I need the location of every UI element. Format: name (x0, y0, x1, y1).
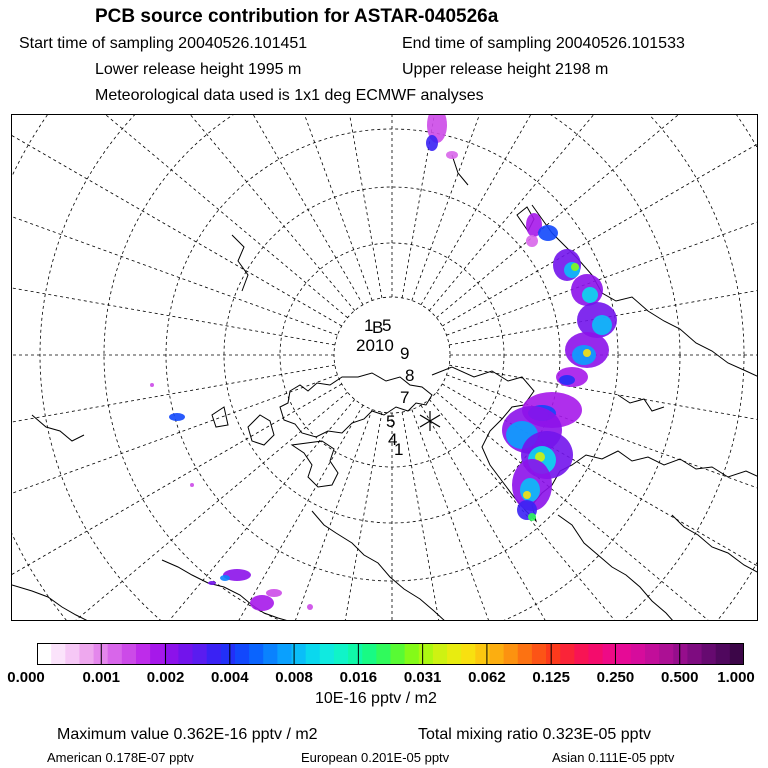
american-contribution-label: American 0.178E-07 pptv (47, 750, 194, 765)
colorbar-tick-label: 0.031 (403, 669, 442, 686)
plume-blob (190, 483, 194, 487)
start-time-label: Start time of sampling 20040526.101451 (19, 35, 308, 52)
latitude-circle (224, 187, 560, 523)
coastlines (12, 155, 758, 621)
colorbar-swatch (574, 643, 589, 665)
plume-blob (208, 581, 216, 585)
meridian-line (421, 405, 758, 621)
colorbar-tick-label: 0.008 (275, 669, 313, 686)
asian-contribution-label: Asian 0.111E-05 pptv (552, 750, 675, 765)
colorbar-tick-label: 0.000 (7, 669, 45, 686)
colorbar-swatch (249, 643, 264, 665)
upper-release-height-label: Upper release height 2198 m (402, 61, 609, 78)
colorbar-swatch (645, 643, 660, 665)
colorbar-swatch (461, 643, 476, 665)
total-mixing-ratio-label: Total mixing ratio 0.323E-05 pptv (418, 726, 652, 743)
colorbar-tick-label: 1.000 (717, 669, 755, 686)
plume-blob (307, 604, 313, 610)
colorbar-swatch (532, 643, 547, 665)
meridian-line (236, 115, 382, 298)
colorbar-swatch (518, 643, 533, 665)
latitude-circle (334, 297, 450, 413)
meridian-line (442, 384, 758, 621)
colorbar-swatch (376, 643, 391, 665)
pole-label: 4 (388, 430, 398, 449)
plume-blob (583, 349, 591, 357)
plume-blob (266, 589, 282, 597)
colorbar-swatch (730, 643, 744, 665)
graticule (12, 115, 758, 621)
colorbar-swatch (263, 643, 278, 665)
colorbar-swatch (504, 643, 519, 665)
colorbar-swatch (419, 643, 434, 665)
colorbar-swatch (687, 643, 702, 665)
meridian-line (12, 375, 337, 621)
meridian-line (429, 399, 758, 621)
meridian-line (449, 365, 758, 511)
colorbar-swatch (334, 643, 349, 665)
polar-map (11, 114, 758, 621)
colorbar-tick-label: 0.002 (146, 669, 185, 686)
colorbar-swatch (362, 643, 377, 665)
colorbar-swatch (207, 643, 222, 665)
pole-label: 7 (400, 388, 410, 407)
colorbar-tick-label: 0.001 (82, 669, 121, 686)
plume-blob (523, 491, 531, 499)
pole-label: 1 (364, 316, 374, 335)
colorbar-tick-label: 0.016 (339, 669, 378, 686)
colorbar-swatch (51, 643, 66, 665)
plume-blob (250, 595, 274, 611)
meridian-line (12, 199, 335, 345)
colorbar-swatch (546, 643, 561, 665)
latitude-circle (12, 115, 758, 621)
meridian-line (447, 115, 758, 335)
colorbar-swatch (193, 643, 208, 665)
colorbar-swatch (164, 643, 179, 665)
colorbar-swatch (79, 643, 94, 665)
colorbar-swatch (475, 643, 490, 665)
colorbar-swatch (178, 643, 193, 665)
meridian-line (12, 405, 363, 621)
plume-blob (220, 575, 230, 581)
colorbar-svg (37, 643, 744, 665)
plume-blob (150, 383, 154, 387)
european-contribution-label: European 0.201E-05 pptv (301, 750, 450, 765)
colorbar-swatch (716, 643, 731, 665)
plume-blob (526, 235, 538, 247)
colorbar-swatch (37, 643, 52, 665)
meridian-line (447, 375, 758, 621)
colorbar-swatch (391, 643, 406, 665)
plume-blob (538, 225, 558, 241)
colorbar-swatch (348, 643, 363, 665)
colorbar-swatch (150, 643, 165, 665)
colorbar-swatch (702, 643, 717, 665)
colorbar-tick-label: 0.125 (532, 669, 570, 686)
plume-blob (169, 413, 185, 421)
colorbar-units: 10E-16 pptv / m2 (315, 690, 437, 707)
colorbar-swatch (122, 643, 137, 665)
pole-label: B (372, 318, 384, 337)
colorbar-swatch (659, 643, 674, 665)
page-title: PCB source contribution for ASTAR-040526a (95, 6, 499, 27)
pole-label: 5 (386, 412, 396, 431)
meridian-line (12, 399, 355, 621)
colorbar-tick-label: 0.250 (596, 669, 635, 686)
colorbar-swatch (560, 643, 575, 665)
colorbar-swatch (631, 643, 646, 665)
colorbar-swatch (65, 643, 80, 665)
meridian-line (84, 115, 372, 300)
colorbar-tick-label: 0.004 (211, 669, 249, 686)
colorbar-swatch (306, 643, 321, 665)
plume-blob (528, 513, 536, 521)
sampling-location-marker (420, 411, 440, 431)
meridian-line (12, 115, 363, 305)
meteorological-data-label: Meteorological data used is 1x1 deg ECMWF analyses (95, 87, 484, 104)
maximum-value-label: Maximum value 0.362E-16 pptv / m2 (57, 726, 318, 743)
plume-blob (592, 315, 612, 335)
plume-blob (426, 135, 438, 151)
colorbar-swatch (588, 643, 603, 665)
pole-labels (356, 316, 414, 459)
concentration-plumes (150, 115, 617, 611)
pole-label: 8 (405, 366, 415, 385)
colorbar-swatch (447, 643, 462, 665)
pole-label: 1 (394, 440, 404, 459)
colorbar-swatch (617, 643, 632, 665)
colorbar-swatch (108, 643, 123, 665)
plume-blob (571, 263, 579, 271)
colorbar (37, 643, 744, 665)
pole-label: 5 (382, 316, 392, 335)
meridian-line (12, 115, 342, 326)
plume-blob (446, 151, 458, 159)
plume-blob (520, 478, 540, 502)
colorbar-swatch (136, 643, 151, 665)
lower-release-height-label: Lower release height 1995 m (95, 61, 302, 78)
plume-blob (582, 287, 598, 303)
colorbar-swatch (489, 643, 504, 665)
colorbar-swatch (320, 643, 335, 665)
latitude-circle (12, 115, 758, 621)
latitude-circle (166, 129, 618, 581)
pole-label: 9 (400, 344, 410, 363)
colorbar-swatch (277, 643, 292, 665)
colorbar-tick-label: 0.500 (660, 669, 699, 686)
colorbar-swatch (221, 643, 236, 665)
pole-label: 2010 (356, 336, 394, 355)
meridian-line (12, 365, 335, 511)
plume-blob (559, 375, 575, 385)
colorbar-tick-label: 0.062 (468, 669, 506, 686)
meridian-line (402, 115, 548, 298)
colorbar-swatch (433, 643, 448, 665)
meridian-line (12, 115, 337, 335)
colorbar-swatch (673, 643, 688, 665)
colorbar-swatch (235, 643, 250, 665)
end-time-label: End time of sampling 20040526.101533 (402, 35, 685, 52)
colorbar-swatch (405, 643, 420, 665)
